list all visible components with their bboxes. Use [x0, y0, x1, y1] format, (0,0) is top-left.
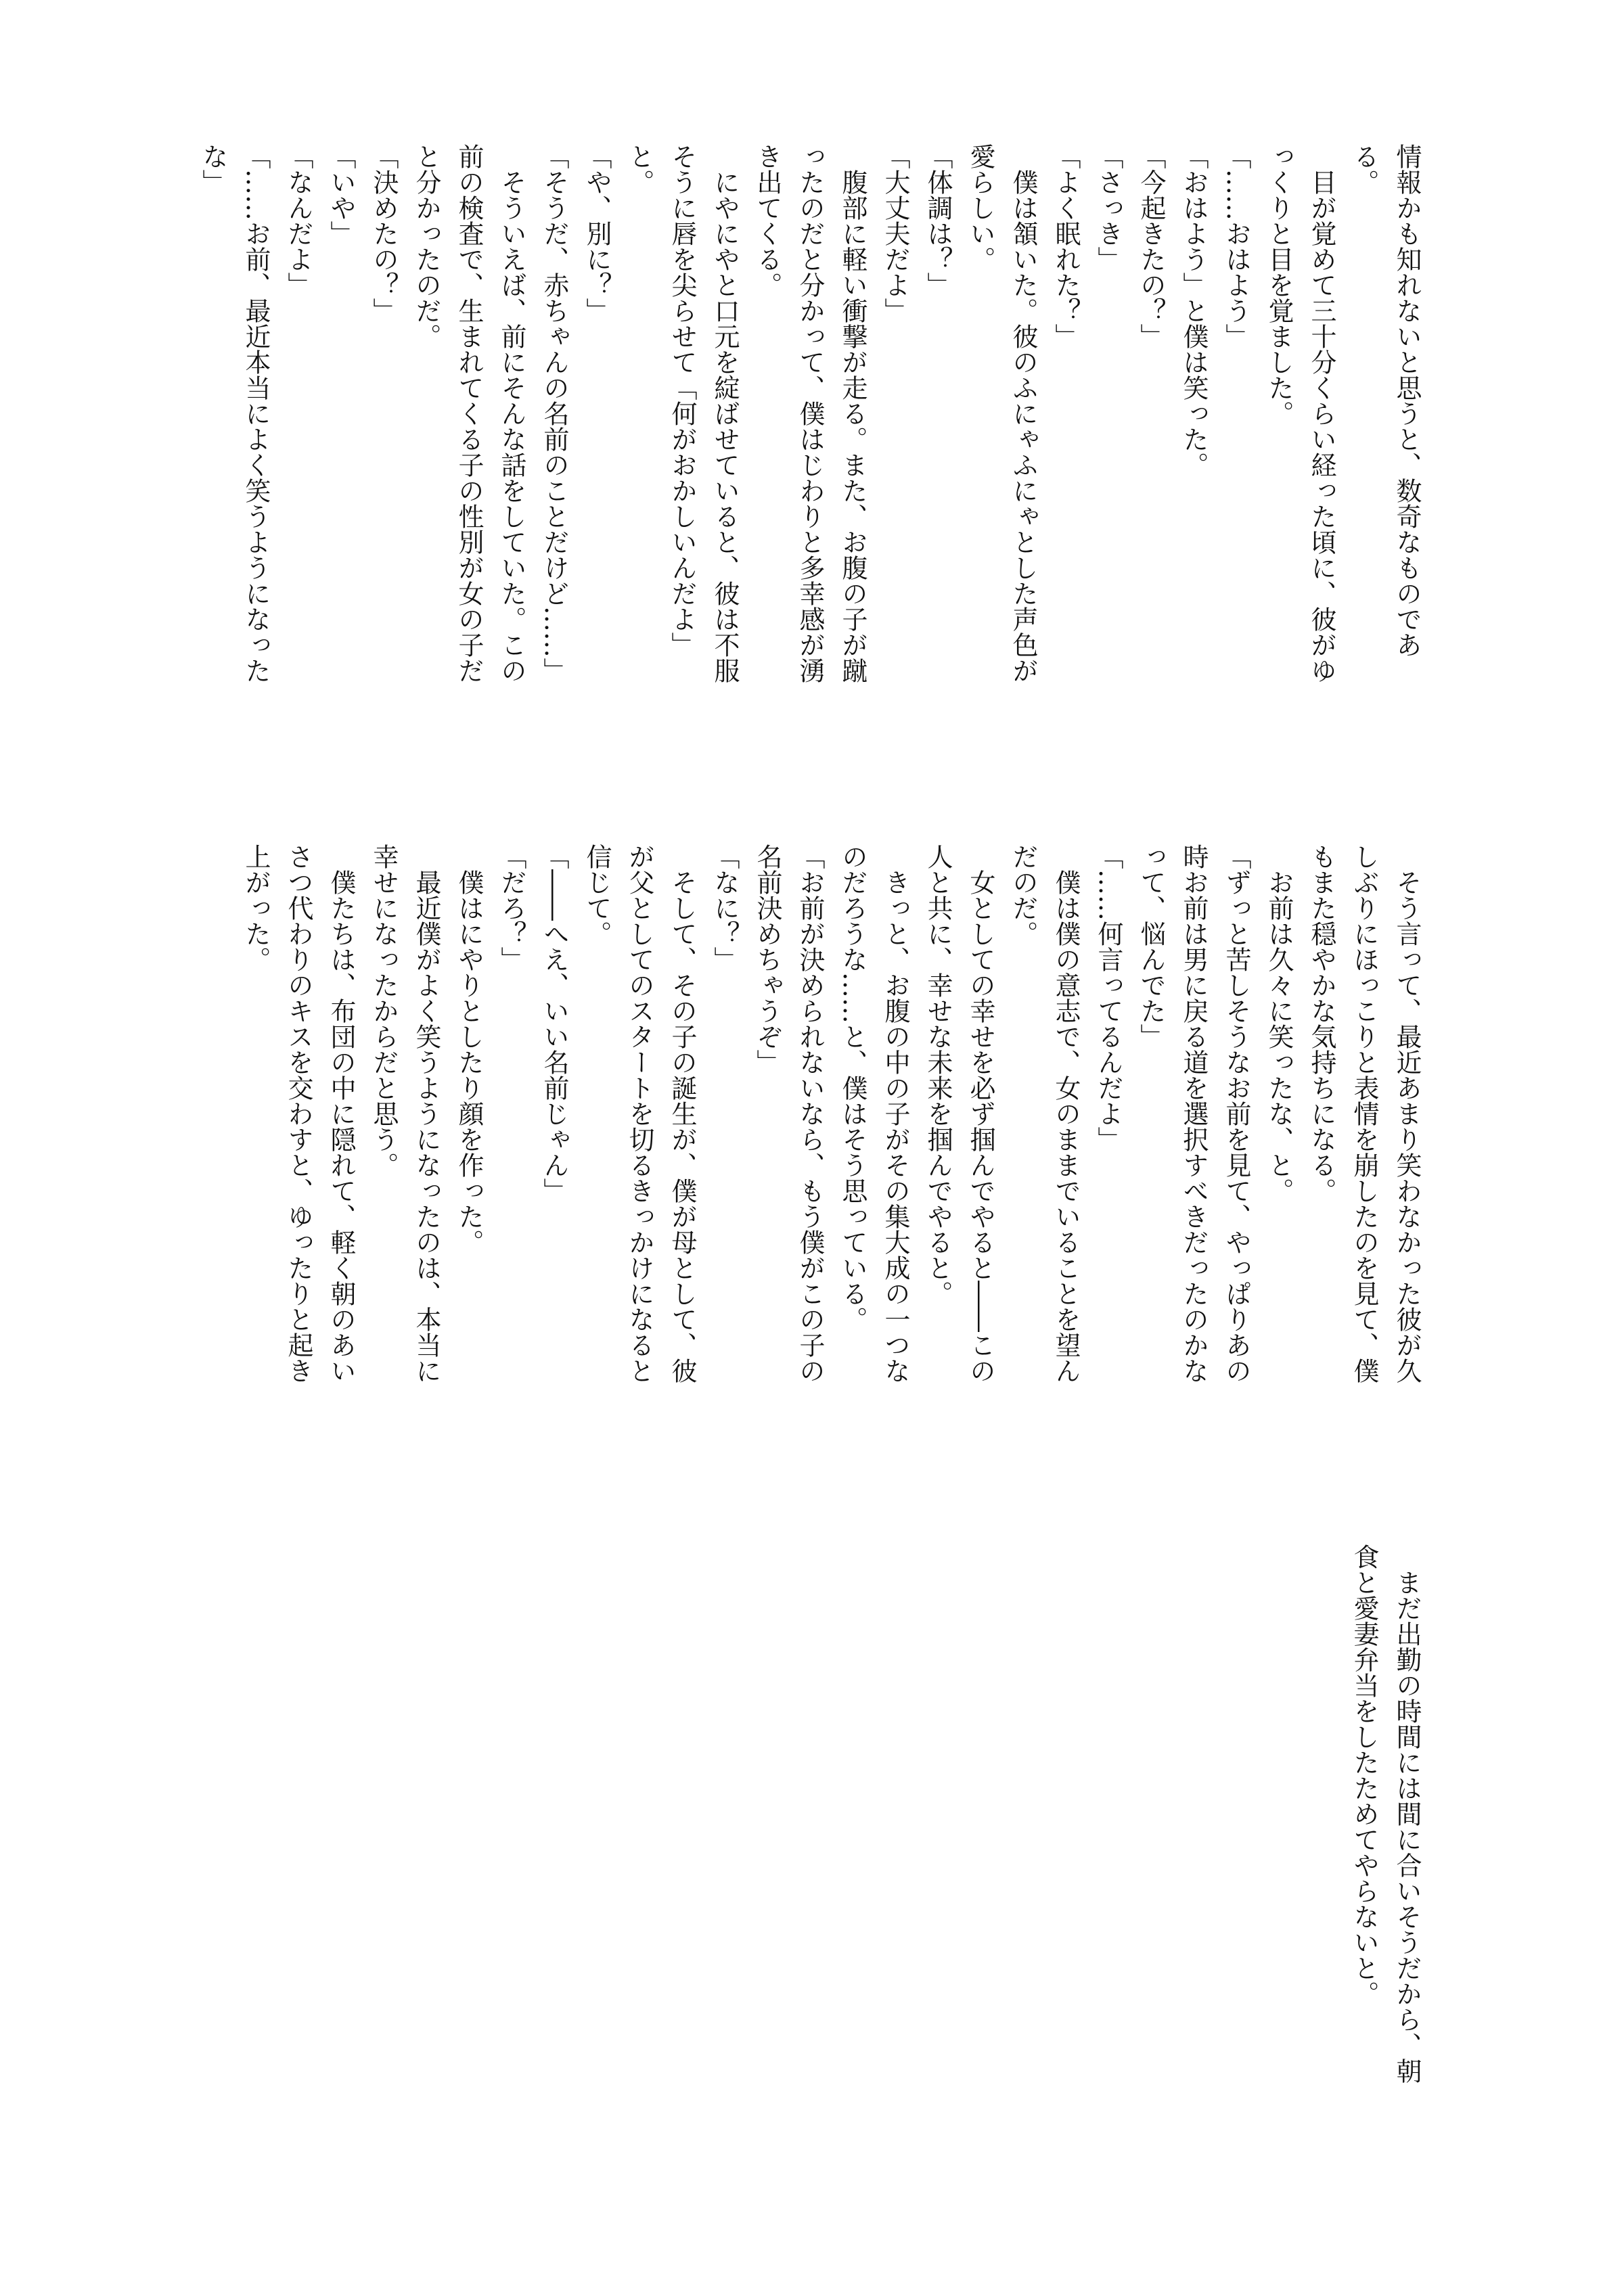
text-line: もまた穏やかな気持ちになる。	[1307, 844, 1336, 1203]
text-line: 「そうだ、赤ちゃんの名前のことだけど……」	[539, 143, 569, 683]
text-line: 上がった。	[241, 844, 271, 972]
text-line: にやにやと口元を綻ばせていると、彼は不服	[710, 143, 740, 683]
text-line: 「だろ？」	[497, 844, 526, 972]
text-line: 「よく眠れた？」	[1051, 143, 1081, 349]
text-line: 「いや」	[326, 143, 356, 246]
text-line: 僕は僕の意志で、女のままでいることを望ん	[1051, 844, 1081, 1383]
text-line: お前は久々に笑ったな、と。	[1264, 844, 1294, 1203]
text-line: まだ出勤の時間には間に合いそうだから、朝	[1392, 1544, 1422, 2084]
text-line: 前の検査で、生まれてくる子の性別が女の子だ	[454, 143, 484, 683]
text-line: が父としてのスタートを切るきっかけになると	[625, 844, 654, 1383]
text-line: 僕は頷いた。彼のふにゃふにゃとした声色が	[1008, 143, 1038, 683]
text-line: 僕はにやりとしたり顔を作った。	[454, 844, 484, 1255]
text-line: ったのだと分かって、僕はじわりと多幸感が湧	[795, 143, 825, 683]
text-line: のだろうな……と、僕はそう思っている。	[838, 844, 867, 1332]
text-line: 「――へえ、いい名前じゃん」	[539, 844, 569, 1203]
text-line: 僕たちは、布団の中に隠れて、軽く朝のあい	[326, 844, 356, 1383]
text-line: 腹部に軽い衝撃が走る。また、お腹の子が蹴	[838, 143, 867, 683]
text-line: 「なに？」	[710, 844, 740, 972]
text-line: だのだ。	[1008, 844, 1038, 946]
text-line: る。	[1349, 143, 1379, 195]
text-line: っくりと目を覚ました。	[1264, 143, 1294, 426]
text-tier-top	[183, 143, 1428, 806]
text-line: き出てくる。	[752, 143, 782, 298]
text-line: 情報かも知れないと思うと、数奇なものであ	[1392, 143, 1422, 658]
text-line: って、悩んでた」	[1136, 844, 1166, 1049]
text-line: そうに唇を尖らせて「何がおかしいんだよ」	[667, 143, 697, 658]
text-line: 「大丈夫だよ」	[880, 143, 910, 323]
text-line: 食と愛妻弁当をしたためてやらないと。	[1349, 1544, 1379, 2006]
text-line: 「なんだよ」	[284, 143, 313, 298]
text-line: そして、その子の誕生が、僕が母として、彼	[667, 844, 697, 1383]
text-line: 「決めたの？」	[369, 143, 399, 323]
text-line: そういえば、前にそんな話をしていた。この	[497, 143, 526, 683]
text-line: 信じて。	[582, 844, 612, 946]
text-line: そう言って、最近あまり笑わなかった彼が久	[1392, 844, 1422, 1383]
text-line: 幸せになったからだと思う。	[369, 844, 399, 1178]
text-line: 「さっき」	[1093, 143, 1123, 272]
text-line: きっと、お腹の中の子がその集大成の一つな	[880, 844, 910, 1383]
text-line: 名前決めちゃうぞ」	[752, 844, 782, 1075]
text-line: さつ代わりのキスを交わすと、ゆったりと起き	[284, 844, 313, 1383]
text-line: 「や、別に？」	[582, 143, 612, 323]
text-tier-middle	[183, 844, 1428, 1507]
text-line: 女としての幸せを必ず掴んでやると――この	[966, 844, 995, 1383]
text-line: な」	[198, 143, 228, 195]
text-line: 「ずっと苦しそうなお前を見て、やっぱりあの	[1221, 844, 1251, 1383]
text-line: 「……おはよう」	[1221, 143, 1251, 349]
text-line: 「……お前、最近本当によく笑うようになった	[241, 143, 271, 683]
text-line: しぶりにほっこりと表情を崩したのを見て、僕	[1349, 844, 1379, 1383]
text-line: 最近僕がよく笑うようになったのは、本当に	[411, 844, 441, 1383]
text-line: と分かったのだ。	[411, 143, 441, 349]
text-line: 時お前は男に戻る道を選択すべきだったのかな	[1179, 844, 1209, 1383]
text-line: と。	[625, 143, 654, 195]
text-line: 「今起きたの？」	[1136, 143, 1166, 349]
text-line: 「……何言ってるんだよ」	[1093, 844, 1123, 1152]
text-line: 目が覚めて三十分くらい経った頃に、彼がゆ	[1307, 143, 1336, 683]
text-line: 「お前が決められないなら、もう僕がこの子の	[795, 844, 825, 1383]
text-line: 愛らしい。	[966, 143, 995, 272]
text-line: 人と共に、幸せな未来を掴んでやると。	[923, 844, 953, 1306]
text-line: 「体調は？」	[923, 143, 953, 298]
text-tier-bottom	[1320, 1544, 1428, 2207]
text-line: 「おはよう」と僕は笑った。	[1179, 143, 1209, 478]
